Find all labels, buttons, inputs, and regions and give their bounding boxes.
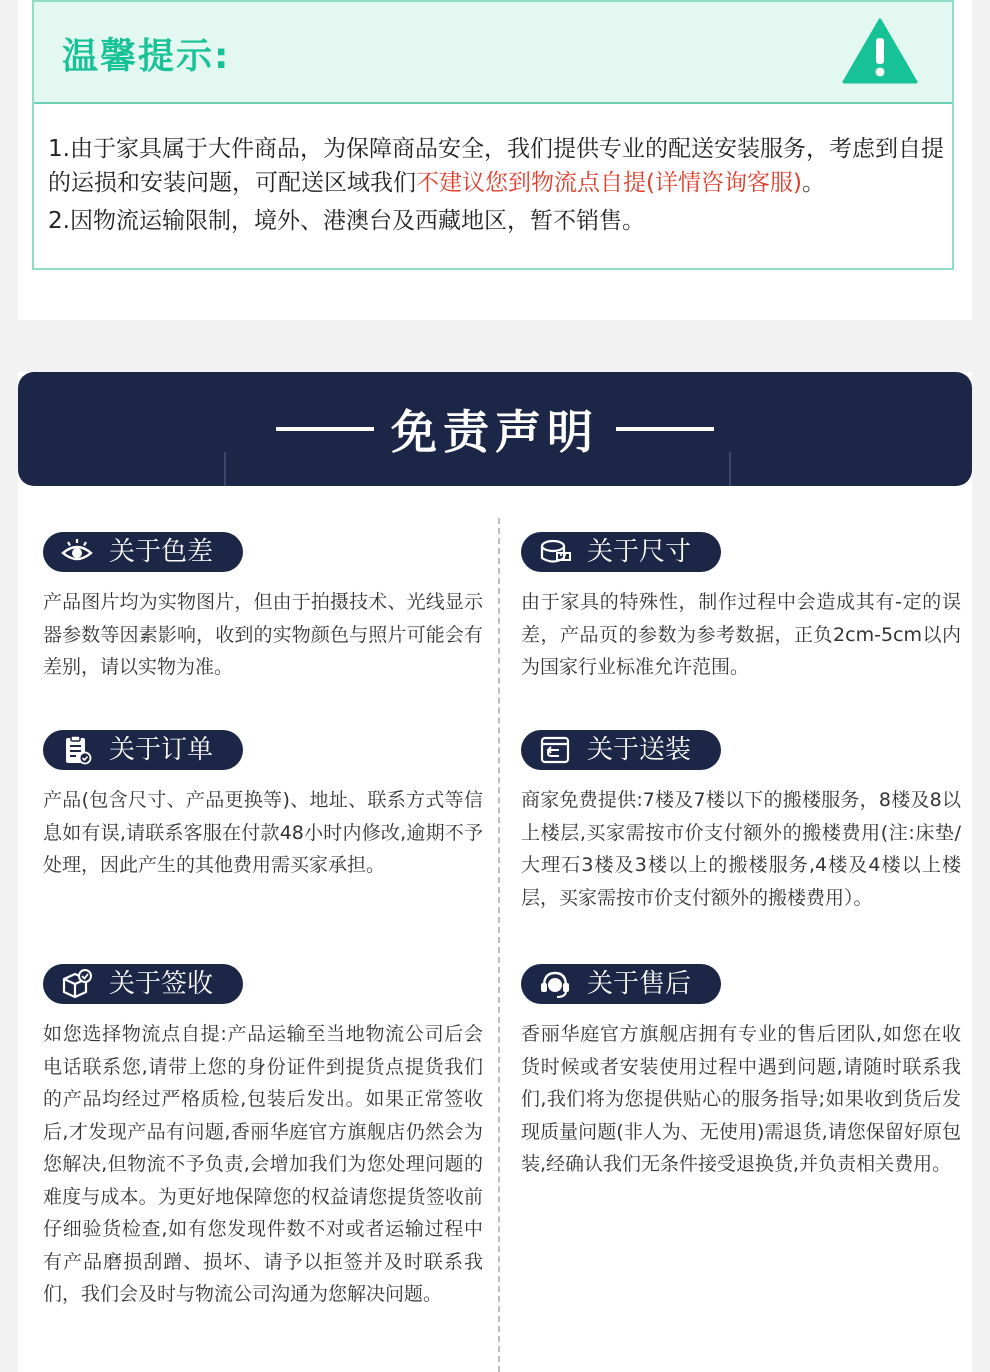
notice-body — [48, 132, 948, 238]
section-text: 产品图片均为实物图片，但由于拍摄技术、光线显示器参数等因素影响，收到的实物颜色与照片可能会有差别，请以实物为准。 — [43, 591, 483, 678]
notice-highlight: 不建议您到物流点自提(详情咨询客服) — [416, 170, 802, 196]
section-order — [43, 730, 483, 882]
section-label-pill — [43, 730, 243, 770]
section-sign-for — [43, 964, 483, 1311]
notice-header — [34, 2, 952, 104]
tape-measure-icon — [539, 537, 571, 567]
section-label-pill — [521, 964, 721, 1004]
section-label: 关于尺寸 — [587, 537, 692, 567]
disclaimer-title: 免责声明 — [391, 405, 599, 459]
section-color-difference — [43, 532, 483, 684]
section-text: 商家免费提供:7楼及7楼以下的搬楼服务，8楼及8以上楼层,买家需按市价支付额外的搬楼费用(注:床垫/大理石3楼及3楼以上的搬楼服务,4楼及4楼以上楼层，买家需按市价支付额外的搬楼费用）。 — [521, 789, 961, 909]
notice-panel — [18, 0, 972, 320]
section-text: 由于家具的特殊性，制作过程中会造成其有-定的误差，产品页的参数为参考数据，正负2cm-5cm以内为国家行业标准允许范围。 — [521, 591, 961, 678]
notice-title: 温馨提示: — [62, 36, 231, 77]
notice-line-1 — [48, 132, 948, 200]
title-line-right — [616, 427, 714, 431]
headset-icon — [539, 969, 571, 999]
section-label-pill — [521, 730, 721, 770]
section-label-pill — [43, 964, 243, 1004]
section-text: 产品(包含尺寸、产品更换等)、地址、联系方式等信息如有误,请联系客服在付款48小时内修改,逾期不予处理，因此产生的其他费用需买家承担。 — [43, 789, 483, 876]
section-label: 关于售后 — [587, 969, 692, 999]
section-label: 关于订单 — [109, 735, 214, 765]
section-delivery-installation — [521, 730, 961, 914]
notice-line-1-text: 1.由于家具属于大件商品，为保障商品安全，我们提供专业的配送安装服务，考虑到自提的运损和安装问题，可配送区域我们 — [48, 136, 944, 196]
banner-tick-right — [729, 452, 731, 486]
section-label: 关于色差 — [109, 537, 214, 567]
order-icon — [61, 735, 93, 765]
disclaimer-banner — [18, 372, 972, 486]
notice-line-1-end: 。 — [801, 170, 825, 196]
section-text: 香丽华庭官方旗舰店拥有专业的售后团队,如您在收货时候或者安装使用过程中遇到问题,请随时联系我们,我们将为您提供贴心的服务指导;如果收到货后发现质量问题(非人为、无使用)需退货,请您保留好原包装,经确认我们无条件接受退换货,并负责相关费用。 — [521, 1023, 961, 1175]
section-after-sales — [521, 964, 961, 1181]
section-label: 关于送装 — [587, 735, 692, 765]
notice-line-2: 2.因物流运输限制，境外、港澳台及西藏地区，暂不销售。 — [48, 208, 645, 234]
banner-tick-left — [224, 452, 226, 486]
disclaimer-panel — [18, 372, 972, 1372]
package-check-icon — [61, 969, 93, 999]
delivery-box-icon — [539, 735, 571, 765]
warning-icon — [842, 18, 918, 84]
section-size — [521, 532, 961, 684]
section-label-pill — [521, 532, 721, 572]
notice-box — [32, 0, 954, 270]
eye-icon — [61, 537, 93, 567]
column-divider — [498, 518, 500, 1372]
section-text: 如您选择物流点自提:产品运输至当地物流公司后会电话联系您,请带上您的身份证件到提货点提货我们的产品均经过严格质检,包装后发出。如果正常签收后,才发现产品有问题,香丽华庭官方旗舰店仍然会为您解决,但物流不予负责,会增加我们为您处理问题的难度与成本。为更好地保障您的权益请您提货签收前仔细验货检查,如有您发现件数不对或者运输过程中有产品磨损刮蹭、损坏、请予以拒签并及时联系我们，我们会及时与物流公司沟通为您解决问题。 — [43, 1023, 483, 1305]
section-label-pill — [43, 532, 243, 572]
section-label: 关于签收 — [109, 969, 214, 999]
